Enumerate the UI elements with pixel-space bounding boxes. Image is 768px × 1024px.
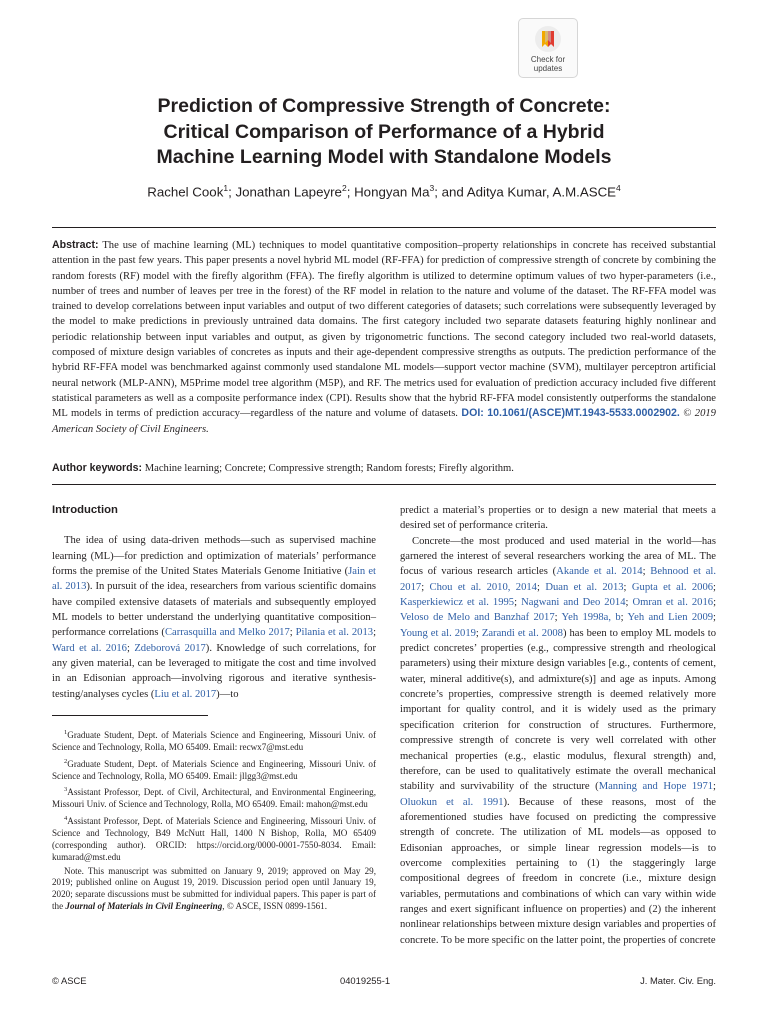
abstract-bottom-rule (52, 484, 716, 485)
paragraph-text: ; (642, 566, 651, 578)
keywords-text: Machine learning; Concrete; Compressive strength; Random forests; Firefly algorithm. (144, 463, 514, 474)
citation-link[interactable]: Yeh 1998a, b (561, 612, 621, 624)
paragraph-text: ; (620, 612, 628, 624)
author-affiliation-mark: 1 (223, 183, 229, 193)
citation-link[interactable]: Akande et al. 2014 (556, 566, 643, 578)
citation-link[interactable]: Zarandi et al. 2008 (481, 627, 563, 639)
paragraph-text: ; (713, 612, 716, 624)
paragraph-text: ; (713, 581, 716, 593)
abstract-label: Abstract: (52, 239, 99, 251)
author-list (60, 183, 708, 199)
footnote-text: Graduate Student, Dept. of Materials Science and Engineering, Missouri Univ. of Science and Technology, Rolla, MO 65409. Email: recwx7@mst.edu (52, 730, 376, 752)
paragraph-text: The idea of using data-driven methods—such as supervised machine learning (ML)—for prediction and optimization of materials’ performance forms the premise of the United States Materials Genome Initiative ( (52, 535, 376, 578)
citation-link[interactable]: Young et al. 2019 (400, 627, 476, 639)
paragraph-text: ). Knowledge of such correlations, for any given material, can be leveraged to mitigate the cost and time involved in an Edisonian approach—involving rigorous and iterative synthesis-testing/analyses cycles ( (52, 642, 377, 700)
footer-journal: J. Mater. Civ. Eng. (640, 975, 716, 986)
citation-link[interactable]: Liu et al. 2017 (154, 688, 217, 700)
left-column (52, 503, 376, 702)
body-paragraph (400, 534, 716, 948)
paragraph-text: ; (554, 612, 562, 624)
section-heading: Introduction (52, 504, 118, 516)
paragraph-text: ; (623, 581, 632, 593)
citation-link[interactable]: Jain et al. 2013 (52, 566, 377, 593)
citation-link[interactable]: Duan et al. 2013 (545, 581, 624, 593)
footnote-mark: 4 (64, 815, 68, 823)
footnote-rule (52, 715, 208, 716)
continued-paragraph: predict a material’s properties or to design a new material that meets a desired set of performance criteria. (400, 505, 716, 532)
paragraph-text: ; (421, 581, 430, 593)
footnote (52, 813, 376, 863)
footnote (52, 756, 376, 783)
citation-link[interactable]: Chou et al. 2010, 2014 (429, 581, 537, 593)
footnote-mark: 1 (64, 729, 68, 736)
footer-article-number: 04019255-1 (340, 975, 391, 986)
paragraph-text: ; (713, 781, 716, 793)
footnote-mark: 2 (64, 757, 68, 765)
paragraph-text: ; (514, 597, 522, 609)
author-affiliation-mark: 3 (429, 183, 435, 193)
footnote-text: Assistant Professor, Dept. of Materials Science and Engineering, Missouri Univ. of Science and Technology, B49 McNutt Hall, 1400 N Bishop, Rolla, MO 65409 (corresponding author). ORCID: https://orcid.org/0000-0001-7550-8034. Email: kumarad@mst.edu (52, 816, 376, 862)
citation-link[interactable]: Oluokun et al. 1991 (400, 796, 504, 808)
citation-link[interactable]: Ward et al. 2016 (52, 642, 127, 654)
badge-line-2: updates (533, 64, 563, 73)
bookmark-icon (534, 25, 562, 53)
paragraph-text: ). In pursuit of the idea, researchers from various scientific domains have compiled extensive datasets of materials and subsequently employed ML models to better understand the underlying quantitative composition–performance correlations ( (52, 581, 376, 639)
journal-name: Journal of Materials in Civil Engineering (65, 901, 223, 912)
footnote-text: Graduate Student, Dept. of Materials Science and Engineering, Missouri Univ. of Science and Technology, Rolla, MO 65409. Email: jllgg3@mst.edu (52, 758, 376, 781)
citation-link[interactable]: Veloso de Melo and Banzhaf 2017 (400, 612, 555, 624)
paragraph-text: ). Because of these reasons, most of the aforementioned studies have focused on predicting the compressive strength of concrete. The utilization of ML models—as opposed to Edisonian approaches, or simple linear regression models—is to overcome complexities pertaining to (1) the staggeringly large compositional degrees of freedom in concrete (i.e., mixture design variables, permutations and combinations of which can vary within wide ranges and exert significant influence on properties) and (2) the inherent nonlinear relationships between mixture design variables and properties of concrete. To be more specific on the latter point, the properties of concrete (400, 796, 717, 946)
citation-link[interactable]: Behnood et al. 2017 (400, 566, 716, 593)
doi-label: DOI: (461, 407, 484, 420)
paragraph-text: ; (713, 597, 717, 609)
check-for-updates-badge[interactable] (518, 18, 578, 78)
abstract (52, 238, 716, 437)
doi-link[interactable]: 10.1061/(ASCE)MT.1943-5533.0002902. (487, 407, 680, 420)
author-keywords (52, 461, 716, 476)
citation-link[interactable]: Kasperkiewicz et al. 1995 (400, 597, 515, 609)
footnote-mark: 3 (64, 786, 68, 794)
citation-link[interactable]: Yeh and Lien 2009 (627, 612, 714, 624)
citation-link[interactable]: Carrasquilla and Melko 2017 (164, 627, 290, 639)
note-tail: , © ASCE, ISSN 0899-1561. (222, 901, 327, 912)
paragraph-text: ; (625, 597, 633, 609)
paragraph-text: ; (289, 627, 296, 639)
author-affiliation-mark: 2 (341, 183, 347, 193)
author-separator: ; (228, 184, 236, 200)
paragraph-text: ; (536, 581, 546, 593)
citation-link[interactable]: Nagwani and Deo 2014 (521, 597, 626, 609)
author-name: Rachel Cook (147, 184, 224, 200)
abstract-top-rule (52, 227, 716, 228)
note-text: Note. This manuscript was submitted on January 9, 2019; approved on May 29, 2019; published online on August 19, 2019. Discussion period open until January 19, 2020; separate discussions must be submitted for individual papers. This paper is part of the (52, 865, 376, 912)
paragraph-text: )—to (216, 688, 239, 700)
paragraph-text: ; (373, 627, 377, 639)
title-line: Machine Learning Model with Standalone Models (156, 146, 612, 168)
footnote (52, 727, 376, 754)
paragraph-text: ; (126, 642, 135, 654)
citation-link[interactable]: Pilania et al. 2013 (295, 627, 374, 639)
copyright-text: © 2019 American Society of Civil Engineers. (52, 408, 716, 435)
footnote-text: Assistant Professor, Dept. of Civil, Architectural, and Environmental Engineering, Missouri Univ. of Science and Technology, Rolla, MO 65409. Email: mahon@mst.edu (52, 787, 376, 810)
footnotes (52, 727, 376, 915)
citation-link[interactable]: Omran et al. 2016 (632, 597, 714, 609)
submission-note (52, 866, 376, 913)
citation-link[interactable]: Zdeborová 2017 (134, 642, 206, 654)
title-line: Critical Comparison of Performance of a Hybrid (163, 120, 605, 143)
paper-title (60, 94, 708, 171)
footer-publisher: © ASCE (52, 975, 87, 986)
keywords-label: Author keywords: (52, 462, 143, 474)
paragraph-text: ) has been to employ ML models to predict concretes’ properties (e.g., compressive strength and rheological parameters) using their mixture design variables [e.g., contents of cement, water, mineral additive(s), and admixture(s)] and age as inputs. Among concrete’s properties, compressive strength is deemed relatively more important for quality control, and it is widely used as the primary specification criterion for construction of structures. Furthermore, compressive strength of concrete is very well correlated with other mechanical properties (e.g., elastic modulus, flexural strength) and, therefore, can be used to qualitatively estimate the overall mechanical stability and survivability of the structure ( (400, 627, 717, 793)
author-separator: ; and (434, 184, 467, 200)
author-separator: ; (346, 184, 355, 200)
author-name: Aditya Kumar, A.M.ASCE (466, 184, 617, 200)
author-name: Jonathan Lapeyre (235, 184, 342, 200)
abstract-text: The use of machine learning (ML) techniques to model quantitative composition–property relationships in concrete has received substantial attention in the past few years. This paper presents a novel hybrid ML model (RF-FFA) for prediction of compressive strength of concrete by combining the random forests (RF) model with the firefly algorithm (FFA). The firefly algorithm is utilized to determine optimum values of two hyper-parameters (i.e., number of trees and number of leaves per tree in the forest) of the RF model in relation to the nature and volume of the dataset. The RF-FFA model was trained to develop correlations between input variables and output of two different categories of datasets; such correlations were subsequently leveraged by the model to make predictions in previously untrained data domains. The first category included two separate datasets featuring highly nonlinear and periodic relationship between input variables and output, as given by trigonometric functions. The second category included two real-world datasets, composed of mixture design variables of concretes as inputs and their age-dependent compressive strengths as outputs. The prediction performance of the hybrid RF-FFA model was benchmarked against commonly used standalone ML models—support vector machine (SVM), multilayer perceptron artificial neural network (MLP-ANN), M5Prime model tree algorithm (M5P), and RF. The metrics used for evaluation of prediction accuracy included five different statistical parameters as well as a composite performance index (CPI). Results show that the hybrid RF-FFA model consistently outperforms the standalone ML models in terms of prediction accuracy—regardless of the nature and volume of datasets. (52, 240, 716, 420)
citation-link[interactable]: Manning and Hope 1971 (598, 781, 714, 793)
author-name: Hongyan Ma (354, 184, 430, 200)
author-affiliation-mark: 4 (616, 183, 621, 193)
paragraph-text: Concrete—the most produced and used material in the world—has garnered the interest of several researchers working the area of ML. The focus of various research articles ( (400, 535, 716, 578)
right-column (400, 503, 716, 948)
paragraph-text: ; (475, 627, 482, 639)
badge-line-1: Check for (530, 55, 566, 64)
title-line: Prediction of Compressive Strength of Concrete: (157, 95, 611, 117)
citation-link[interactable]: Gupta et al. 2006 (631, 581, 714, 593)
intro-paragraph (52, 533, 376, 702)
footnote (52, 784, 376, 811)
